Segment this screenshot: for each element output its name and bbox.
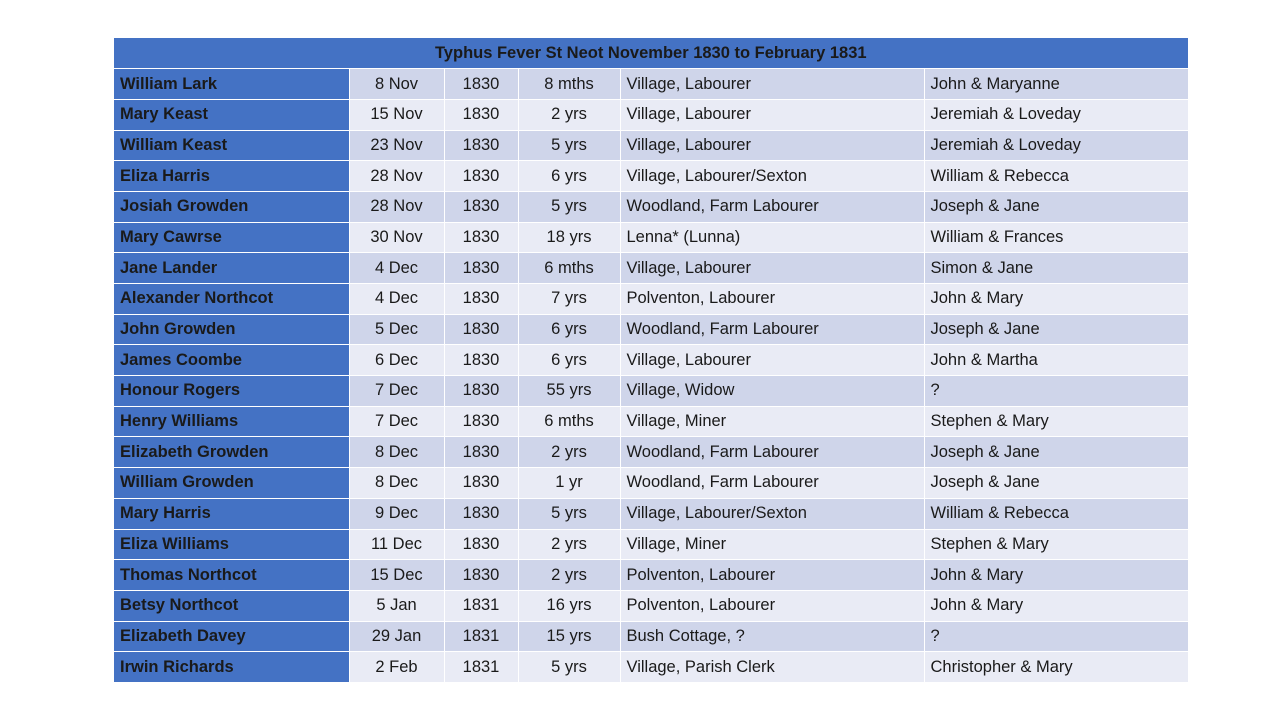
- age-cell: 6 mths: [518, 406, 620, 437]
- year-cell: 1831: [444, 621, 518, 652]
- date-cell: 7 Dec: [349, 376, 444, 407]
- name-cell: Eliza Williams: [114, 529, 349, 560]
- table-row: [114, 560, 1188, 591]
- typhus-fever-table: [114, 38, 1189, 683]
- abode-occupation-cell: Village, Labourer: [620, 253, 924, 284]
- parents-cell: Stephen & Mary: [924, 406, 1188, 437]
- year-cell: 1831: [444, 652, 518, 683]
- age-cell: 18 yrs: [518, 222, 620, 253]
- name-cell: Thomas Northcot: [114, 560, 349, 591]
- age-cell: 8 mths: [518, 69, 620, 100]
- table-row: [114, 161, 1188, 192]
- abode-occupation-cell: Village, Widow: [620, 376, 924, 407]
- parents-cell: John & Martha: [924, 345, 1188, 376]
- parents-cell: William & Frances: [924, 222, 1188, 253]
- abode-occupation-cell: Polventon, Labourer: [620, 560, 924, 591]
- name-cell: Honour Rogers: [114, 376, 349, 407]
- table-row: [114, 621, 1188, 652]
- parents-cell: ?: [924, 376, 1188, 407]
- year-cell: 1830: [444, 345, 518, 376]
- table-row: [114, 345, 1188, 376]
- abode-occupation-cell: Woodland, Farm Labourer: [620, 468, 924, 499]
- abode-occupation-cell: Village, Labourer: [620, 345, 924, 376]
- abode-occupation-cell: Woodland, Farm Labourer: [620, 191, 924, 222]
- name-cell: Elizabeth Davey: [114, 621, 349, 652]
- table-row: [114, 253, 1188, 284]
- table-row: [114, 130, 1188, 161]
- parents-cell: John & Mary: [924, 590, 1188, 621]
- table-row: [114, 191, 1188, 222]
- date-cell: 8 Dec: [349, 468, 444, 499]
- name-cell: Mary Keast: [114, 99, 349, 130]
- age-cell: 2 yrs: [518, 529, 620, 560]
- table-title: Typhus Fever St Neot November 1830 to February 1831: [114, 38, 1188, 69]
- age-cell: 6 yrs: [518, 345, 620, 376]
- date-cell: 6 Dec: [349, 345, 444, 376]
- age-cell: 2 yrs: [518, 560, 620, 591]
- date-cell: 23 Nov: [349, 130, 444, 161]
- table-title-row: [114, 38, 1188, 69]
- year-cell: 1830: [444, 99, 518, 130]
- table-row: [114, 498, 1188, 529]
- parents-cell: William & Rebecca: [924, 161, 1188, 192]
- name-cell: James Coombe: [114, 345, 349, 376]
- parents-cell: Christopher & Mary: [924, 652, 1188, 683]
- name-cell: Irwin Richards: [114, 652, 349, 683]
- age-cell: 6 yrs: [518, 314, 620, 345]
- table-row: [114, 284, 1188, 315]
- name-cell: John Growden: [114, 314, 349, 345]
- name-cell: Josiah Growden: [114, 191, 349, 222]
- age-cell: 6 mths: [518, 253, 620, 284]
- date-cell: 15 Nov: [349, 99, 444, 130]
- year-cell: 1830: [444, 468, 518, 499]
- abode-occupation-cell: Village, Labourer: [620, 130, 924, 161]
- table-row: [114, 652, 1188, 683]
- date-cell: 28 Nov: [349, 191, 444, 222]
- age-cell: 5 yrs: [518, 652, 620, 683]
- name-cell: William Growden: [114, 468, 349, 499]
- abode-occupation-cell: Woodland, Farm Labourer: [620, 314, 924, 345]
- date-cell: 29 Jan: [349, 621, 444, 652]
- abode-occupation-cell: Polventon, Labourer: [620, 284, 924, 315]
- table-row: [114, 99, 1188, 130]
- age-cell: 7 yrs: [518, 284, 620, 315]
- abode-occupation-cell: Lenna* (Lunna): [620, 222, 924, 253]
- year-cell: 1830: [444, 314, 518, 345]
- year-cell: 1830: [444, 529, 518, 560]
- year-cell: 1830: [444, 560, 518, 591]
- parents-cell: Joseph & Jane: [924, 314, 1188, 345]
- parents-cell: Simon & Jane: [924, 253, 1188, 284]
- date-cell: 9 Dec: [349, 498, 444, 529]
- age-cell: 15 yrs: [518, 621, 620, 652]
- parents-cell: Joseph & Jane: [924, 437, 1188, 468]
- year-cell: 1831: [444, 590, 518, 621]
- table-row: [114, 69, 1188, 100]
- parents-cell: John & Mary: [924, 560, 1188, 591]
- year-cell: 1830: [444, 253, 518, 284]
- age-cell: 5 yrs: [518, 191, 620, 222]
- abode-occupation-cell: Village, Labourer/Sexton: [620, 498, 924, 529]
- year-cell: 1830: [444, 161, 518, 192]
- year-cell: 1830: [444, 437, 518, 468]
- year-cell: 1830: [444, 498, 518, 529]
- date-cell: 5 Dec: [349, 314, 444, 345]
- abode-occupation-cell: Village, Parish Clerk: [620, 652, 924, 683]
- parents-cell: Jeremiah & Loveday: [924, 99, 1188, 130]
- name-cell: Jane Lander: [114, 253, 349, 284]
- abode-occupation-cell: Bush Cottage, ?: [620, 621, 924, 652]
- table-row: [114, 376, 1188, 407]
- abode-occupation-cell: Village, Labourer: [620, 69, 924, 100]
- abode-occupation-cell: Woodland, Farm Labourer: [620, 437, 924, 468]
- date-cell: 8 Dec: [349, 437, 444, 468]
- year-cell: 1830: [444, 376, 518, 407]
- date-cell: 8 Nov: [349, 69, 444, 100]
- age-cell: 1 yr: [518, 468, 620, 499]
- date-cell: 5 Jan: [349, 590, 444, 621]
- table-row: [114, 314, 1188, 345]
- date-cell: 28 Nov: [349, 161, 444, 192]
- age-cell: 55 yrs: [518, 376, 620, 407]
- abode-occupation-cell: Village, Labourer/Sexton: [620, 161, 924, 192]
- year-cell: 1830: [444, 284, 518, 315]
- year-cell: 1830: [444, 191, 518, 222]
- table-row: [114, 406, 1188, 437]
- parents-cell: William & Rebecca: [924, 498, 1188, 529]
- year-cell: 1830: [444, 130, 518, 161]
- age-cell: 2 yrs: [518, 99, 620, 130]
- parents-cell: Joseph & Jane: [924, 191, 1188, 222]
- age-cell: 5 yrs: [518, 498, 620, 529]
- date-cell: 11 Dec: [349, 529, 444, 560]
- name-cell: Alexander Northcot: [114, 284, 349, 315]
- name-cell: William Lark: [114, 69, 349, 100]
- parents-cell: John & Maryanne: [924, 69, 1188, 100]
- date-cell: 4 Dec: [349, 253, 444, 284]
- name-cell: Betsy Northcot: [114, 590, 349, 621]
- table-body: [114, 69, 1188, 683]
- parents-cell: Joseph & Jane: [924, 468, 1188, 499]
- age-cell: 6 yrs: [518, 161, 620, 192]
- name-cell: Henry Williams: [114, 406, 349, 437]
- parents-cell: Jeremiah & Loveday: [924, 130, 1188, 161]
- parents-cell: John & Mary: [924, 284, 1188, 315]
- date-cell: 15 Dec: [349, 560, 444, 591]
- table-row: [114, 590, 1188, 621]
- abode-occupation-cell: Village, Miner: [620, 529, 924, 560]
- date-cell: 30 Nov: [349, 222, 444, 253]
- name-cell: Eliza Harris: [114, 161, 349, 192]
- year-cell: 1830: [444, 69, 518, 100]
- abode-occupation-cell: Village, Labourer: [620, 99, 924, 130]
- name-cell: William Keast: [114, 130, 349, 161]
- abode-occupation-cell: Polventon, Labourer: [620, 590, 924, 621]
- year-cell: 1830: [444, 222, 518, 253]
- age-cell: 5 yrs: [518, 130, 620, 161]
- table-row: [114, 468, 1188, 499]
- abode-occupation-cell: Village, Miner: [620, 406, 924, 437]
- parents-cell: Stephen & Mary: [924, 529, 1188, 560]
- table-row: [114, 529, 1188, 560]
- date-cell: 7 Dec: [349, 406, 444, 437]
- name-cell: Mary Harris: [114, 498, 349, 529]
- age-cell: 2 yrs: [518, 437, 620, 468]
- name-cell: Elizabeth Growden: [114, 437, 349, 468]
- table-row: [114, 222, 1188, 253]
- name-cell: Mary Cawrse: [114, 222, 349, 253]
- table-row: [114, 437, 1188, 468]
- age-cell: 16 yrs: [518, 590, 620, 621]
- date-cell: 2 Feb: [349, 652, 444, 683]
- date-cell: 4 Dec: [349, 284, 444, 315]
- parents-cell: ?: [924, 621, 1188, 652]
- year-cell: 1830: [444, 406, 518, 437]
